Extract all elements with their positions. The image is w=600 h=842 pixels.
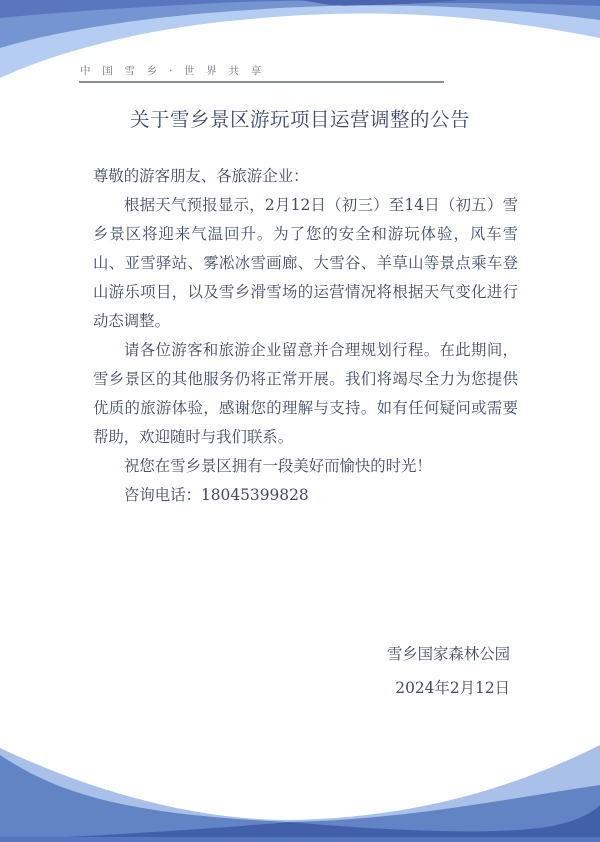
paragraph-planning: 请各位游客和旅游企业留意并合理规划行程。在此期间，雪乡景区的其他服务仍将正常开展。我们将竭尽全力为您提供优质的旅游体验，感谢您的理解与支持。如有任何疑问或需要帮助，欢迎随时与我们联系。 xyxy=(93,341,518,446)
contact-phone: 18045399828 xyxy=(200,486,309,504)
issue-date: 2024年2月12日 xyxy=(395,679,510,697)
notice-body xyxy=(93,162,518,510)
paragraph-wishes: 祝您在雪乡景区拥有一段美好而愉快的时光！ xyxy=(124,457,432,475)
paragraph-weather: 根据天气预报显示，2月12日（初三）至14日（初五）雪乡景区将迎来气温回升。为了您的安全和游玩体验，风车雪山、亚雪驿站、雾凇冰雪画廊、大雪谷、羊草山等景点乘车登山游乐项目，以及雪乡滑雪场的运营情况将根据天气变化进行动态调整。 xyxy=(93,196,518,330)
contact-label: 咨询电话： xyxy=(124,486,201,504)
contact-line xyxy=(93,481,518,510)
signature-block xyxy=(387,637,510,705)
issuer: 雪乡国家森林公园 xyxy=(386,645,510,663)
header-slogan: 中 国 雪 乡 · 世 界 共 享 xyxy=(80,65,266,77)
bottom-wave-decoration xyxy=(0,700,600,842)
notice-title: 关于雪乡景区游玩项目运营调整的公告 xyxy=(129,108,470,131)
top-wave-decoration xyxy=(0,0,600,100)
salutation: 尊敬的游客朋友、各旅游企业： xyxy=(93,167,309,185)
header-divider xyxy=(79,81,444,83)
